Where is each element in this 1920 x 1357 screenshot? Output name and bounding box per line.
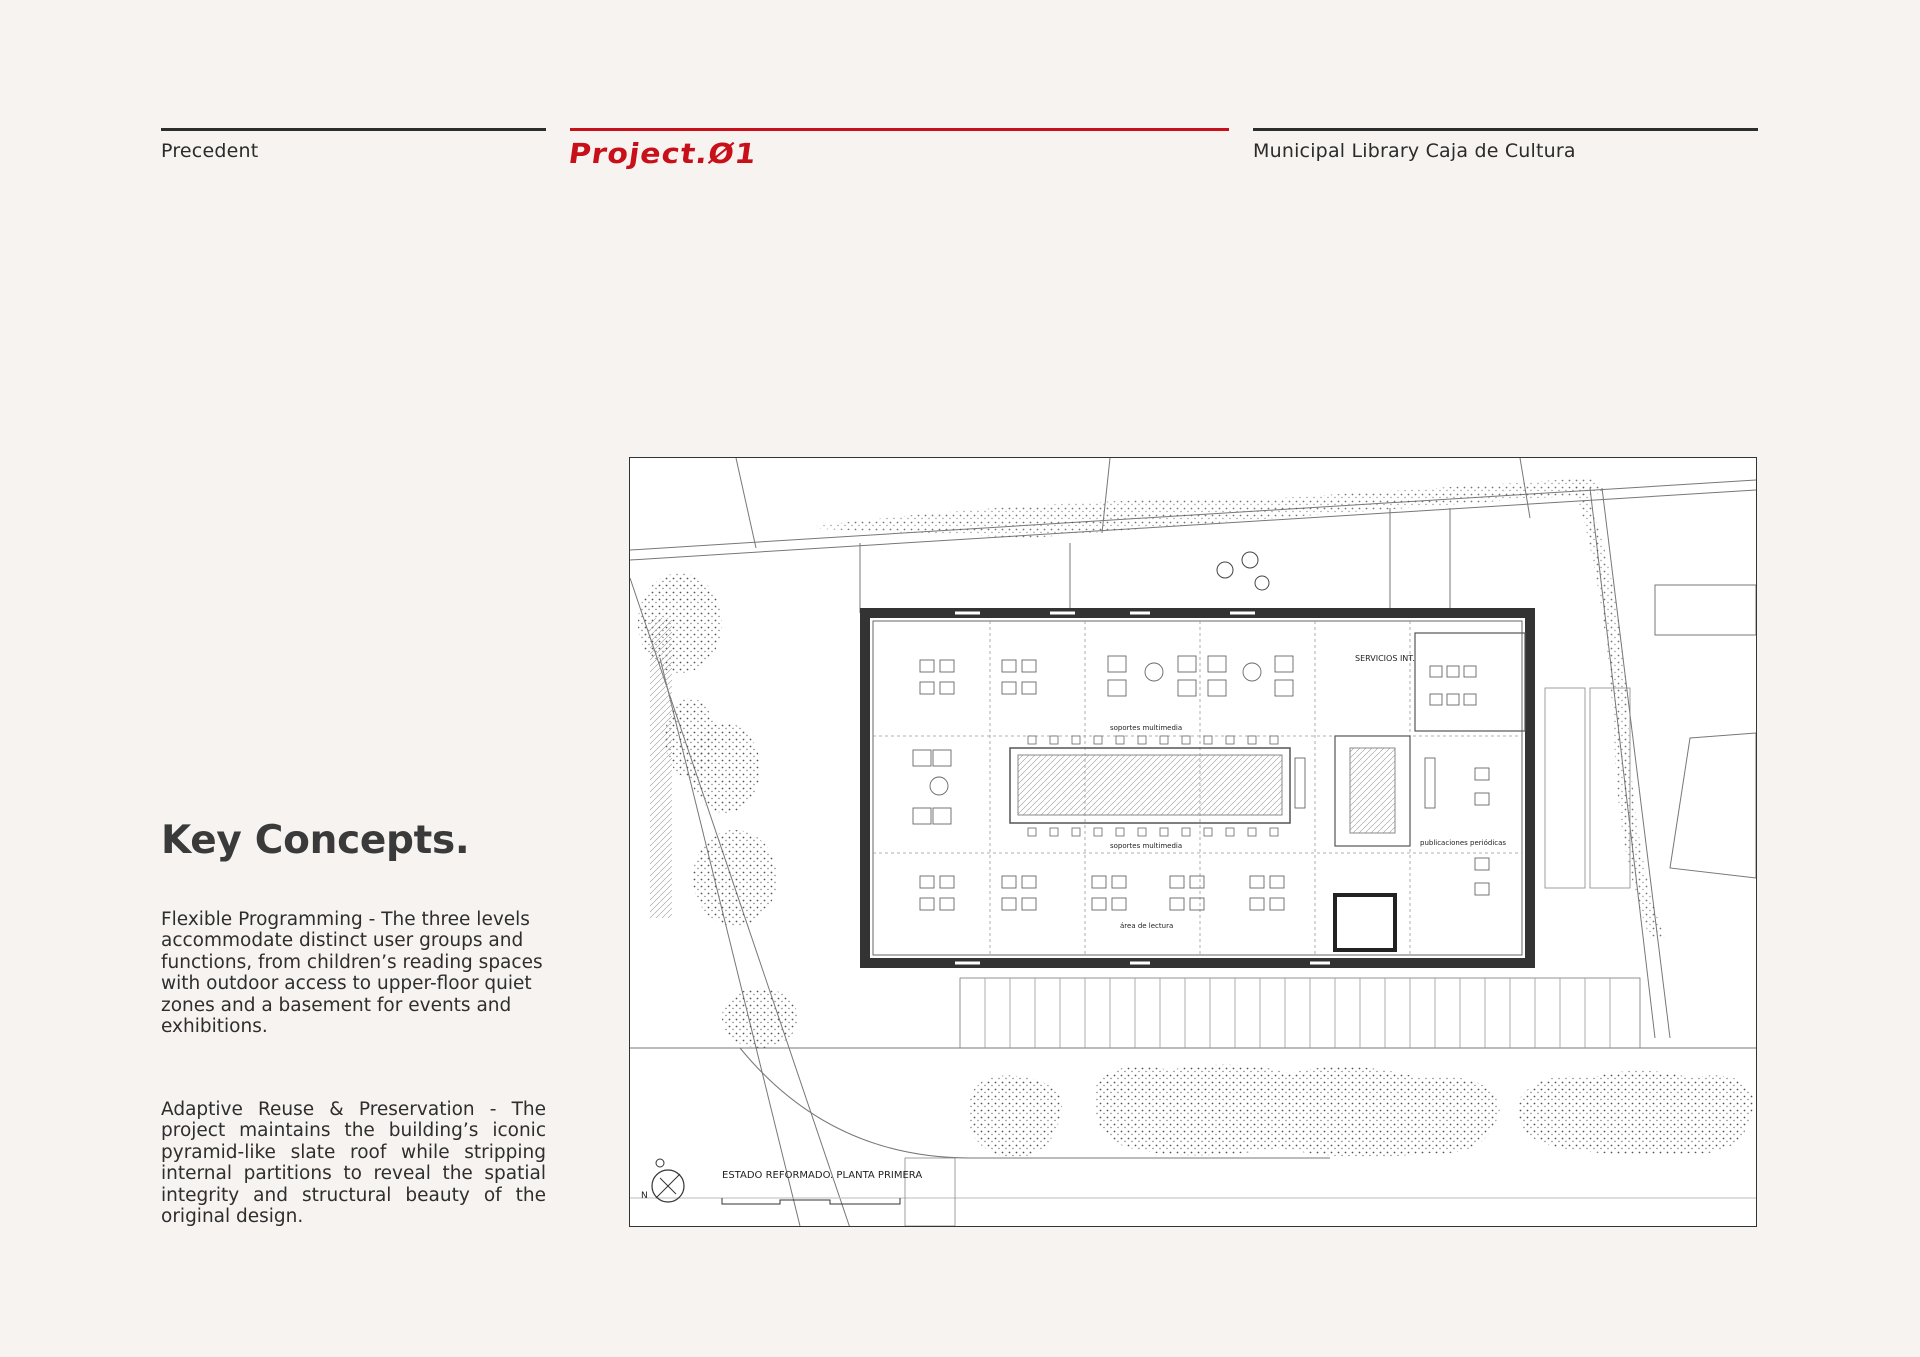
section-title: Key Concepts. [161,818,470,863]
plan-caption: ESTADO REFORMADO. PLANTA PRIMERA [722,1170,923,1181]
north-arrow-icon [652,1159,684,1202]
room-label-servicios: SERVICIOS INT. [1355,654,1415,663]
room-label-multimedia-top: soportes multimedia [1110,724,1183,732]
room-label-publicaciones: publicaciones periódicas [1420,839,1507,847]
scale-bar [722,1198,900,1204]
floor-plan-drawing [629,457,1757,1227]
north-label: N [641,1191,648,1201]
paragraph-flexible-programming: Flexible Programming - The three levels accommodate distinct user groups and functions, from children’s reading spaces with outdoor access to upper-floor quiet zones and a basement for events and exhibitions. [161,909,543,1038]
floor-plan-svg [630,458,1756,1226]
room-label-multimedia-bottom: soportes multimedia [1110,842,1183,850]
header-rule-center [570,128,1229,131]
header-rule-right [1253,128,1758,131]
room-label-lectura: área de lectura [1120,922,1174,930]
header-rule-left [161,128,546,131]
building [865,613,1530,963]
brand-title: Project.Ø1 [566,138,759,171]
header-right-label: Municipal Library Caja de Cultura [1253,140,1576,162]
header-left-label: Precedent [161,140,259,162]
paragraph-adaptive-reuse: Adaptive Reuse & Preservation - The project maintains the building’s iconic pyramid-like slate roof while stripping internal partitions to reveal the spatial integrity and structural beauty of the original design. [161,1099,546,1228]
